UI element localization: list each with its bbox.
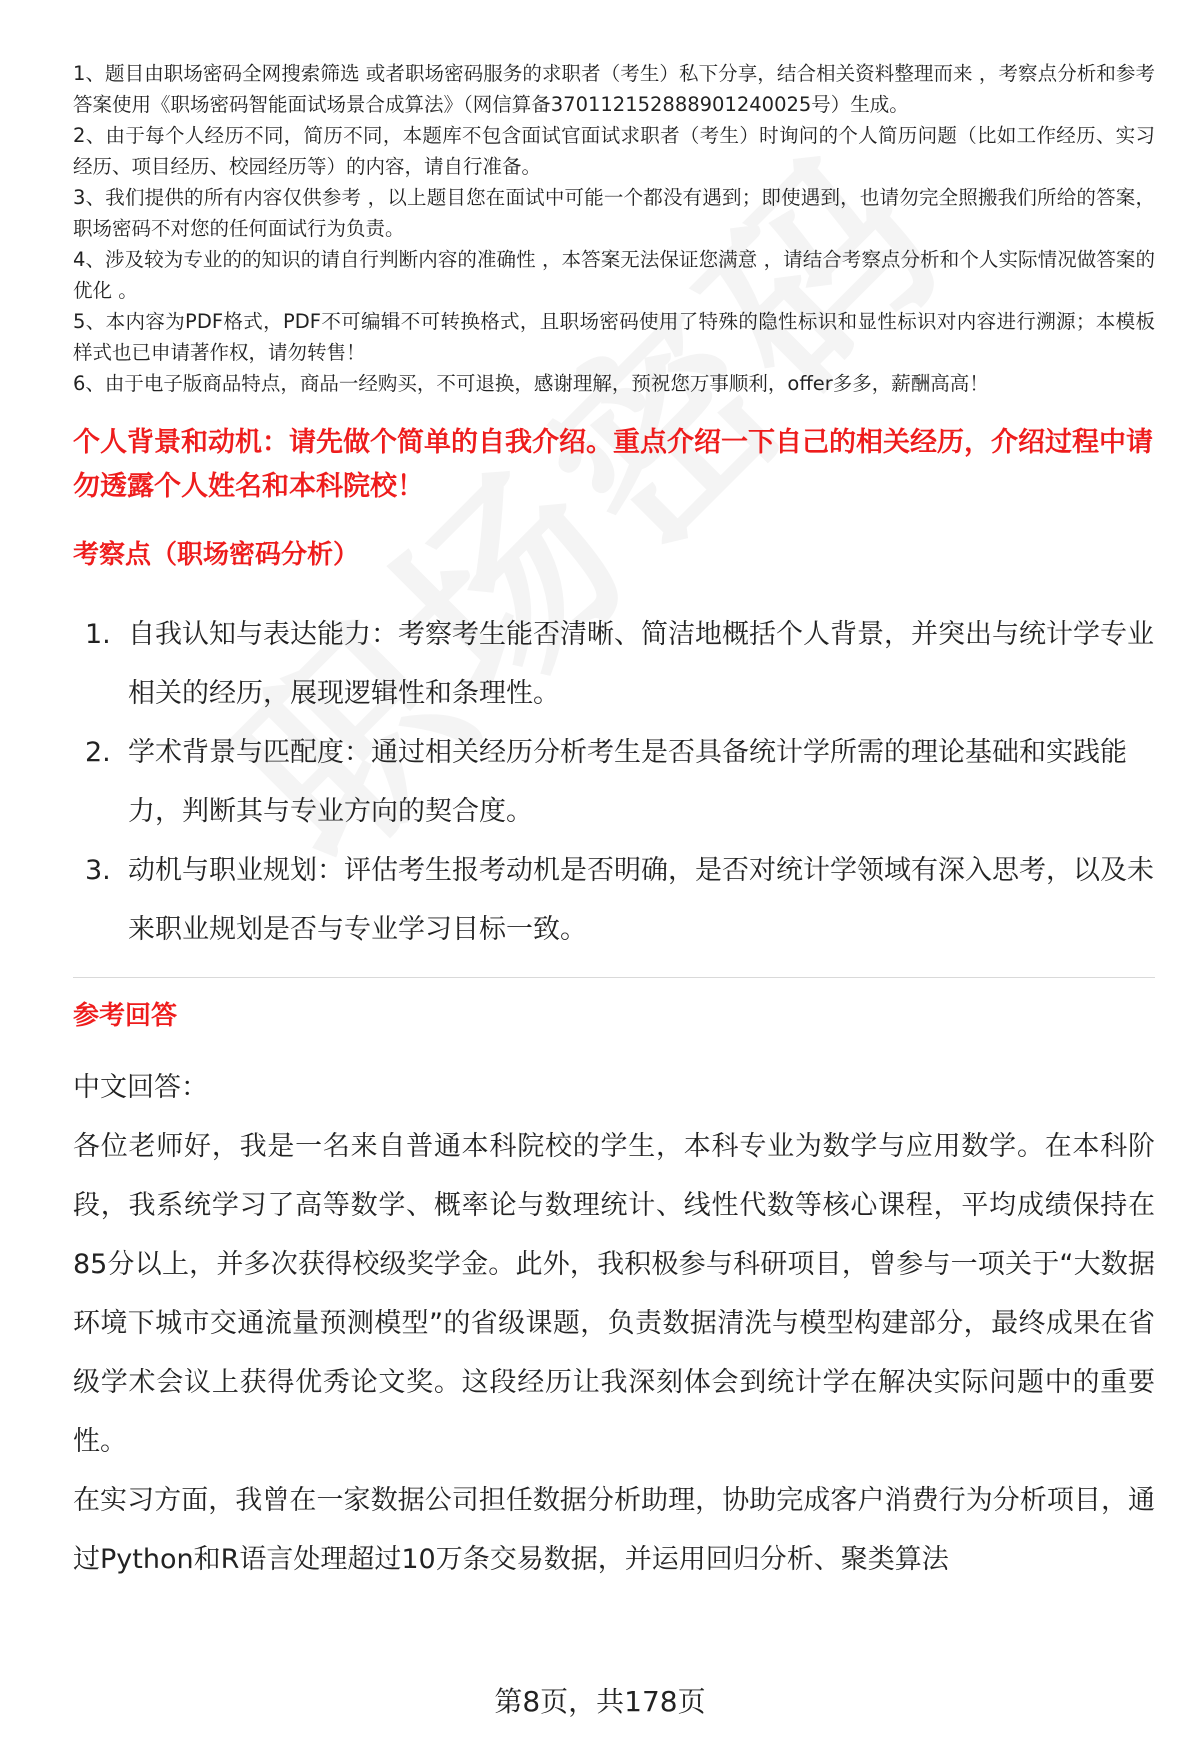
point-text: 动机与职业规划：评估考生报考动机是否明确，是否对统计学领域有深入思考，以及未来职业规划是否与专业学习目标一致。 [128,855,1154,945]
point-number: 2. [85,737,111,768]
analysis-points [73,605,1155,959]
notice-item: 3、我们提供的所有内容仅供参考 ，以上题目您在面试中可能一个都没有遇到；即使遇到，也请勿完全照搬我们所给的答案，职场密码不对您的任何面试行为负责。 [73,186,1155,240]
divider [73,977,1155,978]
reference-title: 参考回答 [73,1001,178,1031]
question-heading: 个人背景和动机：请先做个简单的自我介绍。重点介绍一下自己的相关经历，介绍过程中请勿透露个人姓名和本科院校！ [73,427,1153,502]
point-number: 3. [85,855,111,886]
analysis-point [73,841,1155,959]
notice-item: 6、由于电子版商品特点，商品一经购买，不可退换，感谢理解，预祝您万事顺利，offer多多，薪酬高高！ [73,372,989,395]
answer-paragraph: 在实习方面，我曾在一家数据公司担任数据分析助理，协助完成客户消费行为分析项目，通过Python和R语言处理超过10万条交易数据，并运用回归分析、聚类算法 [73,1485,1155,1575]
notice-item: 2、由于每个人经历不同，简历不同，本题库不包含面试官面试求职者（考生）时询问的个人简历问题（比如工作经历、实习经历、项目经历、校园经历等）的内容，请自行准备。 [73,124,1155,178]
answer-label: 中文回答： [73,1072,208,1103]
page-number: 第8页，共178页 [494,1685,706,1718]
notice-block [73,58,1155,399]
point-text: 学术背景与匹配度：通过相关经历分析考生是否具备统计学所需的理论基础和实践能力，判断其与专业方向的契合度。 [128,737,1127,827]
notice-item: 1、题目由职场密码全网搜索筛选 或者职场密码服务的求职者（考生）私下分享，结合相关资料整理而来 ，考察点分析和参考答案使用《职场密码智能面试场景合成算法》（网信算备370112152888901240025号）生成。 [73,62,1155,116]
analysis-point [73,605,1155,723]
analysis-title: 考察点（职场密码分析） [73,540,360,570]
notice-item: 4、涉及较为专业的的知识的请自行判断内容的准确性 ，本答案无法保证您满意 ，请结合考察点分析和个人实际情况做答案的优化 。 [73,248,1155,302]
answer-paragraph: 各位老师好，我是一名来自普通本科院校的学生，本科专业为数学与应用数学。在本科阶段，我系统学习了高等数学、概率论与数理统计、线性代数等核心课程，平均成绩保持在85分以上，并多次获得校级奖学金。此外，我积极参与科研项目，曾参与一项关于“大数据环境下城市交通流量预测模型”的省级课题，负责数据清洗与模型构建部分，最终成果在省级学术会议上获得优秀论文奖。这段经历让我深刻体会到统计学在解决实际问题中的重要性。 [73,1131,1155,1457]
page-content [73,58,1155,1589]
reference-answer [73,1058,1155,1589]
point-number: 1. [85,619,111,650]
point-text: 自我认知与表达能力：考察考生能否清晰、简洁地概括个人背景，并突出与统计学专业相关的经历，展现逻辑性和条理性。 [128,619,1154,709]
notice-item: 5、本内容为PDF格式，PDF不可编辑不可转换格式，且职场密码使用了特殊的隐性标识和显性标识对内容进行溯源；本模板样式也已申请著作权，请勿转售！ [73,310,1155,364]
analysis-point [73,723,1155,841]
